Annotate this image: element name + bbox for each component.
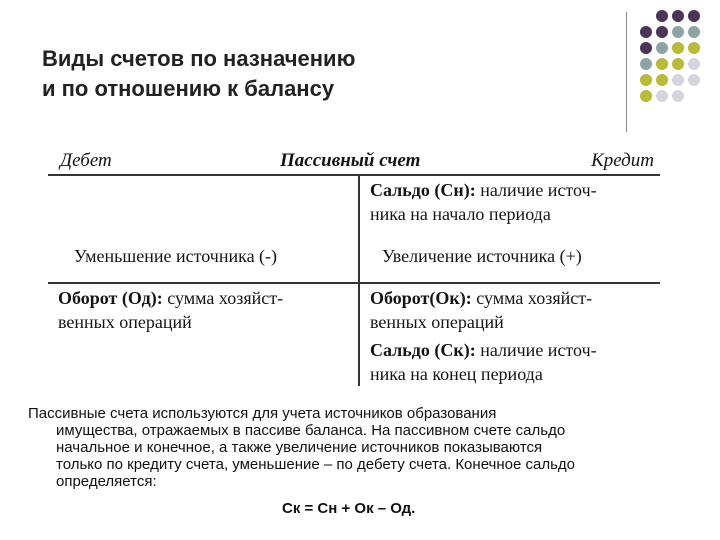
title-line-2: и по отношению к балансу [42, 76, 335, 101]
debit-turnover-text: сумма хозяйст- [162, 288, 284, 308]
description-line-1: используются для учета источников образования [148, 405, 497, 422]
t-account-passive [48, 150, 668, 390]
decorative-dot [672, 58, 684, 70]
closing-balance-text-2: ника на конец периода [370, 364, 543, 384]
description-line-4: только по кредиту счета, уменьшение – по дебету счета. Конечное сальдо [56, 456, 575, 473]
closing-balance-term: Сальдо (Ск): [370, 340, 476, 360]
decorative-dot [672, 26, 684, 38]
decorative-dot [688, 26, 700, 38]
opening-balance [370, 178, 597, 226]
description-lead: Пассивные счета [28, 405, 149, 422]
title-line-1: Виды счетов по назначению [42, 46, 356, 71]
t-account-center-line [358, 176, 360, 386]
decorative-dot [656, 74, 668, 86]
decorative-dot [656, 58, 668, 70]
decorative-dot [640, 42, 652, 54]
description-line-5: определяется: [56, 473, 157, 490]
credit-label: Кредит [591, 150, 654, 171]
credit-turnover-text-2: венных операций [370, 312, 504, 332]
t-account-top-line [48, 174, 660, 176]
decorative-dot [640, 58, 652, 70]
decorative-dot [640, 26, 652, 38]
credit-turnover-term: Оборот(Ок): [370, 288, 472, 308]
decorative-dot [672, 42, 684, 54]
closing-balance-text: наличие источ- [475, 340, 597, 360]
credit-turnover [370, 286, 592, 334]
decorative-dot [656, 26, 668, 38]
credit-turnover-text: сумма хозяйст- [471, 288, 593, 308]
opening-balance-text: наличие источ- [475, 180, 597, 200]
opening-balance-text-2: ника на начало периода [370, 204, 551, 224]
decorative-dot [688, 74, 700, 86]
passive-accounts-description [28, 405, 700, 490]
decorative-dot [672, 90, 684, 102]
decorative-dot [688, 42, 700, 54]
opening-balance-term: Сальдо (Сн): [370, 180, 476, 200]
description-line-3: начальное и конечное, а также увеличение источников показываются [56, 439, 543, 456]
decorative-dot [672, 10, 684, 22]
increase-entry: Увеличение источника (+) [382, 246, 582, 266]
decorative-dot [640, 74, 652, 86]
debit-turnover-text-2: венных операций [58, 312, 192, 332]
decorative-dot [688, 58, 700, 70]
decorative-dot [672, 74, 684, 86]
decrease-entry: Уменьшение источника (-) [74, 246, 278, 266]
decorative-dot [656, 10, 668, 22]
decorative-dot [688, 10, 700, 22]
closing-balance-formula: Ск = Сн + Ок – Од. [282, 500, 416, 517]
slide-title [42, 44, 562, 104]
decorative-dot [656, 90, 668, 102]
decorative-dot [656, 42, 668, 54]
account-name: Пассивный счет [280, 150, 421, 171]
decorative-dot [640, 90, 652, 102]
t-account-turnover-line [48, 282, 660, 284]
debit-turnover-term: Оборот (Од): [58, 288, 163, 308]
debit-label: Дебет [60, 150, 112, 171]
closing-balance [370, 338, 597, 386]
description-line-2: имущества, отражаемых в пассиве баланса. На пассивном счете сальдо [56, 422, 566, 439]
decorative-vertical-line [626, 12, 627, 132]
debit-turnover [58, 286, 283, 334]
